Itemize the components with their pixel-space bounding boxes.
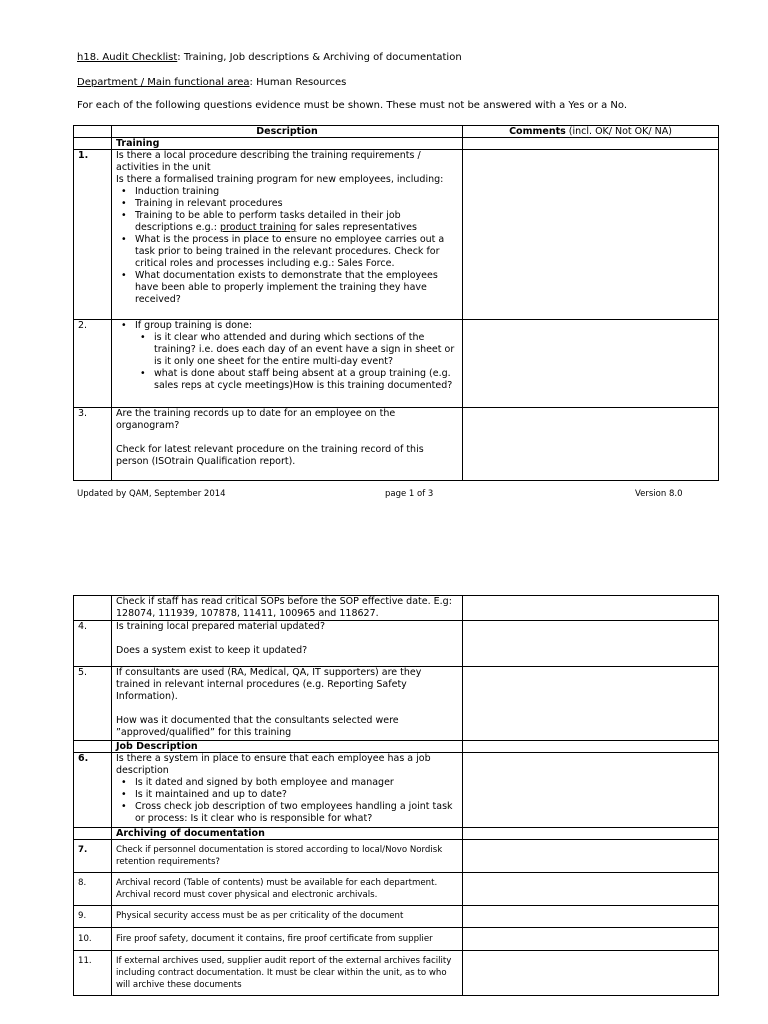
header-description: Description — [112, 126, 463, 138]
list-item: • Induction training — [135, 186, 458, 198]
comments-cell[interactable] — [463, 408, 719, 481]
row-description: Are the training records up to date for an employee on the organogram? Check for latest relevant procedure on the training record of this person (ISOtrain Qualification report). — [112, 408, 463, 481]
list-item: • What documentation exists to demonstrate that the employees have been able to properly implement the training they have received? — [135, 270, 458, 306]
comments-cell[interactable] — [463, 928, 719, 951]
row-number: 10. — [74, 928, 112, 951]
comments-hint: (incl. OK/ Not OK/ NA) — [565, 126, 672, 137]
row-description: Physical security access must be as per criticality of the document — [112, 906, 463, 928]
row-description: If consultants are used (RA, Medical, QA, IT supporters) are they trained in relevant internal procedures (e.g. Reporting Safety Information). How was it documented that the consultants selected were ”approved/qualified” for this training — [112, 667, 463, 741]
row-number: 3. — [74, 408, 112, 481]
row-description — [112, 320, 463, 408]
section-row-archiving — [74, 828, 719, 840]
row-number: 1. — [74, 150, 112, 320]
list-item: • what is done about staff being absent at a group training (e.g. sales reps at cycle meetings)How is this training documented? — [154, 368, 458, 392]
document-title — [77, 52, 462, 63]
list-item: • Training in relevant procedures — [135, 198, 458, 210]
row-number: 11. — [74, 951, 112, 996]
comments-cell[interactable] — [463, 320, 719, 408]
row-description: Check if staff has read critical SOPs before the SOP effective date. E.g: 128074, 111939, 107878, 11411, 100965 and 118627. — [112, 596, 463, 621]
footer-updated: Updated by QAM, September 2014 — [77, 489, 226, 499]
section-row-job-description — [74, 741, 719, 753]
comments-cell[interactable] — [463, 753, 719, 828]
header-comments — [463, 126, 719, 138]
row-description: Is training local prepared material updated? Does a system exist to keep it updated? — [112, 621, 463, 667]
comments-cell[interactable] — [463, 906, 719, 928]
bullet-list — [116, 777, 458, 825]
table-row — [74, 150, 719, 320]
row-number: 7. — [74, 840, 112, 873]
section-training: Training — [112, 138, 463, 150]
table-row — [74, 928, 719, 951]
table-row — [74, 873, 719, 906]
checklist-title: : Training, Job descriptions & Archiving of documentation — [177, 52, 462, 63]
row-number: 9. — [74, 906, 112, 928]
table-row — [74, 408, 719, 481]
footer-page-number: page 1 of 3 — [385, 489, 434, 499]
row-description: If external archives used, supplier audit report of the external archives facility including contract documentation. It must be clear within the unit, as to who will archive these documents — [112, 951, 463, 996]
row-number: 4. — [74, 621, 112, 667]
comments-cell[interactable] — [463, 596, 719, 621]
table-row — [74, 840, 719, 873]
section-row-training — [74, 138, 719, 150]
department-line — [77, 77, 346, 88]
comments-cell[interactable] — [463, 873, 719, 906]
product-training-link[interactable]: product training — [219, 222, 297, 233]
row-number: 5. — [74, 667, 112, 741]
list-item: • is it clear who attended and during which sections of the training? i.e. does each day of an event have a sign in sheet or is it only one sheet for the entire multi-day event? — [154, 332, 458, 368]
footer-version: Version 8.0 — [635, 489, 683, 499]
checklist-table-page1 — [73, 125, 719, 481]
table-row — [74, 596, 719, 621]
list-item: • Cross check job description of two employees handling a joint task or process: Is it clear who is responsible for what? — [135, 801, 458, 825]
comments-label: Comments — [509, 126, 566, 137]
list-item: • Is it dated and signed by both employee and manager — [135, 777, 458, 789]
sub-bullet-list — [135, 332, 458, 392]
header-num-cell — [74, 126, 112, 138]
table-row — [74, 951, 719, 996]
row-number: 2. — [74, 320, 112, 408]
list-item: • What is the process in place to ensure no employee carries out a task prior to being trained in the relevant procedures. Check for critical roles and processes including e.g.: Sales Force. — [135, 234, 458, 270]
row-description: Is there a local procedure describing the training requirements / activities in the unit Is there a formalised training program for new employees, including: • Induction training • Training in relevant procedures • Training to be able to perform tasks detailed in their job descriptions e.g.: product training for sales representatives • What is the process in place to ensure no employee carries out a task prior to being trained in the relevant procedures. Check for critical roles and processes including e.g.: Sales Force. • What documentation exists to demonstrate that the employees have been able to properly implement the training they have received? — [112, 150, 463, 320]
row-description: Archival record (Table of contents) must be available for each department. Archival record must cover physical and electronic archivals. — [112, 873, 463, 906]
section-archiving: Archiving of documentation — [112, 828, 463, 840]
table-row — [74, 667, 719, 741]
list-item: • Training to be able to perform tasks detailed in their job descriptions e.g.: product training for sales representatives — [135, 210, 458, 234]
table-header-row — [74, 126, 719, 138]
list-item: • If group training is done: • is it clear who attended and during which sections of the training? i.e. does each day of an event have a sign in sheet or is it only one sheet for the entire multi-day event? • what is done about staff being absent at a group training (e.g. sales reps at cycle meetings)How is this training documented? — [135, 320, 458, 392]
row-description: Fire proof safety, document it contains, fire proof certificate from supplier — [112, 928, 463, 951]
row-description: Is there a system in place to ensure that each employee has a job description • Is it dated and signed by both employee and manager • Is it maintained and up to date? • Cross check job description of two employees handling a joint task or process: Is it clear who is responsible for what? — [112, 753, 463, 828]
row-number: 8. — [74, 873, 112, 906]
comments-cell[interactable] — [463, 150, 719, 320]
row-number: 6. — [74, 753, 112, 828]
comments-cell[interactable] — [463, 667, 719, 741]
section-job-description: Job Description — [112, 741, 463, 753]
bullet-list — [116, 320, 458, 392]
department-label: Department / Main functional area — [77, 77, 250, 88]
comments-cell[interactable] — [463, 951, 719, 996]
checklist-id: h18. Audit Checklist — [77, 52, 178, 63]
table-row — [74, 753, 719, 828]
instruction-text: For each of the following questions evidence must be shown. These must not be answered with a Yes or a No. — [77, 100, 628, 111]
table-row — [74, 621, 719, 667]
department-value: : Human Resources — [249, 77, 347, 88]
comments-cell[interactable] — [463, 621, 719, 667]
comments-cell[interactable] — [463, 840, 719, 873]
row-description: Check if personnel documentation is stored according to local/Novo Nordisk retention requirements? — [112, 840, 463, 873]
table-row — [74, 320, 719, 408]
list-item: • Is it maintained and up to date? — [135, 789, 458, 801]
bullet-list — [116, 186, 458, 306]
table-row — [74, 906, 719, 928]
checklist-table-page2 — [73, 595, 719, 996]
